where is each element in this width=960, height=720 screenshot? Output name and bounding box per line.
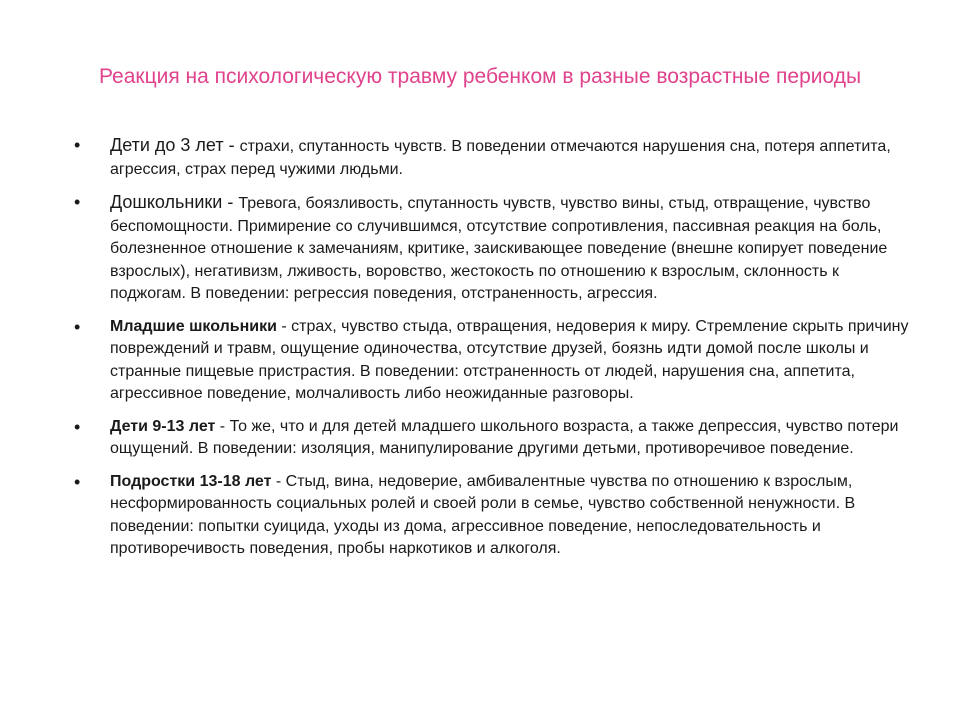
list-item	[74, 471, 916, 561]
bullet-icon: •	[74, 471, 81, 492]
bullet-icon: •	[74, 192, 81, 212]
item-text: страхи, спутанность чувств. В поведении отмечаются нарушения сна, потеря аппетита, агрессия, страх перед чужими людьми.	[110, 138, 891, 178]
item-text: Тревога, боязливость, спутанность чувств, чувство вины, стыд, отвращение, чувство беспомощности. Примирение со случившимся, отсутствие сопротивления, пассивная реакция на боль, болезненное отношение к замечаниям, критике, заискивающее поведение (внешне копирует поведение взрослых), негативизм, лживость, воровство, жестокость по отношению к взрослым, склонность к поджогам. В поведении: регрессия поведения, отстраненность, агрессия.	[110, 195, 888, 302]
item-heading: Дошкольники -	[110, 192, 239, 212]
bullet-icon: •	[74, 135, 81, 155]
item-heading: Младшие школьники	[110, 317, 277, 335]
bullet-icon: •	[74, 316, 81, 337]
bullet-icon: •	[74, 416, 81, 437]
item-text: - Стыд, вина, недоверие, амбивалентные чувства по отношению к взрослым, несформированность социальных ролей и своей роли в семье, чувство собственной ненужности. В поведении: попытки суицида, уходы из дома, агрессивное поведение, непоследовательность и противоречивость поведения, пробы наркотиков и алкоголя.	[110, 472, 856, 557]
list-item	[74, 191, 916, 306]
list-item	[74, 416, 916, 461]
list-item	[74, 134, 916, 181]
item-heading: Дети до 3 лет -	[110, 135, 240, 155]
slide-title: Реакция на психологическую травму ребенком в разные возрастные периоды	[98, 65, 862, 88]
item-heading: Дети 9-13 лет	[110, 417, 216, 435]
item-text: - страх, чувство стыда, отвращения, недоверия к миру. Стремление скрыть причину повреждений и травм, ощущение одиночества, отсутствие друзей, боязнь идти домой после школы и странные пищевые пристрастия. В поведении: отстраненность от людей, нарушения сна, аппетита, агрессивное поведение, молчаливость либо неожиданные разговоры.	[110, 317, 909, 402]
item-text: - То же, что и для детей младшего школьного возраста, а также депрессия, чувство потери ощущений. В поведении: изоляция, манипулирование другими детьми, противоречивое поведение.	[110, 417, 899, 457]
bullet-list	[74, 134, 916, 571]
item-heading: Подростки 13-18 лет	[110, 472, 272, 490]
list-item	[74, 316, 916, 406]
